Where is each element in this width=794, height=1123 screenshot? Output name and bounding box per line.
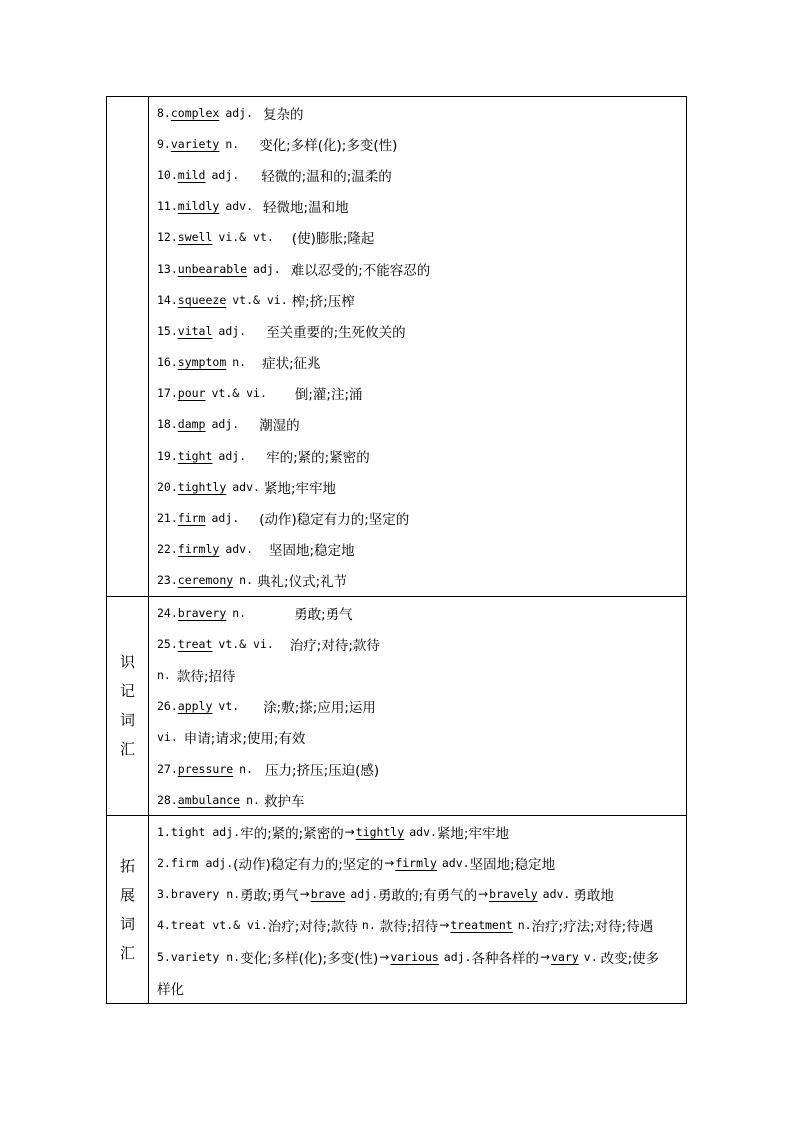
entry-word: variety [170, 136, 220, 151]
entry-word: pressure [177, 761, 234, 776]
entry-number: 19. [157, 448, 178, 463]
entry-part-of-speech: n. [246, 792, 260, 807]
word-entry [157, 597, 686, 628]
entry-meaning: 难以忍受的;不能容忍的 [290, 262, 431, 279]
entry-part-of-speech: adj. [218, 448, 247, 463]
entry-part-of-speech: adv. [225, 542, 254, 557]
derivation-line [157, 816, 686, 847]
entry-word: swell [177, 230, 213, 245]
derivation-line [157, 879, 686, 910]
section-core-words [107, 97, 686, 596]
entry-meaning: (使)膨胀;隆起 [291, 231, 375, 248]
arrow-icon: → [439, 918, 450, 933]
derived-pos: adv. [441, 856, 470, 871]
entry-meaning: 潮湿的 [259, 418, 300, 435]
entry-number: 10. [157, 167, 178, 182]
entry-part-of-speech: adj. [211, 511, 240, 526]
word-entry [157, 534, 686, 565]
entry-number: 26. [157, 699, 178, 714]
entry-part-of-speech: vt.& vi. [232, 292, 288, 307]
entry-number: 22. [157, 542, 178, 557]
entry-meaning: 复杂的 [263, 106, 304, 123]
section-label-text: 拓展词汇 [119, 856, 135, 962]
entry-meaning: (动作)稳定有力的;坚定的 [259, 512, 410, 529]
section-label [107, 597, 149, 815]
entry-word: vital [177, 323, 213, 338]
derived-word: firmly [395, 856, 437, 871]
word-entry [157, 691, 686, 722]
derivation-source-meaning: 变化;多样(化);多变(性) [240, 950, 379, 967]
entry-part-of-speech: n. [232, 605, 247, 620]
entry-word: ceremony [177, 573, 234, 588]
arrow-icon: → [384, 856, 395, 871]
entry-word: apply [177, 699, 213, 714]
entry-meaning: 变化;多样(化);多变(性) [259, 137, 398, 154]
derived-meaning: 各种各样的 [471, 950, 539, 967]
entry-meaning: 至关重要的;生死攸关的 [266, 324, 406, 341]
word-entry [157, 159, 686, 190]
entry-part-of-speech: vt. [218, 699, 240, 714]
entry-part-of-speech: vt.& vi. [211, 386, 267, 401]
entry-word: damp [177, 417, 206, 432]
arrow-icon: → [379, 949, 390, 964]
section-label [107, 816, 149, 1003]
word-entry [157, 409, 686, 440]
derived-pos: adj. [443, 949, 472, 964]
entry-meaning: 救护车 [263, 793, 305, 810]
word-entry [157, 753, 686, 784]
derivation-line [157, 972, 686, 1003]
entry-word: bravery [177, 605, 227, 620]
entry-number: 20. [157, 479, 178, 494]
derived-pos: n. [517, 918, 532, 933]
derivation-line [157, 848, 686, 879]
word-entry [157, 97, 686, 128]
word-entry [157, 347, 686, 378]
entry-number: 16. [157, 355, 178, 370]
derived-pos: adv. [409, 824, 437, 839]
section-memorize-words [107, 596, 686, 815]
entry-part-of-speech: adj. [218, 323, 247, 338]
vocabulary-table [106, 96, 687, 1004]
derived-meaning: 改变;使多 [600, 950, 660, 967]
derivation-source-meaning: 款待;招待 [379, 919, 439, 936]
entry-word: complex [170, 105, 220, 120]
entry-part-of-speech: n. [239, 761, 254, 776]
entry-part-of-speech: n. [239, 573, 254, 588]
entry-number: 9. [157, 136, 171, 151]
section-label-text: 识记词汇 [119, 653, 135, 759]
derivation-source: 3.bravery n. [157, 887, 241, 902]
word-entry [157, 502, 686, 533]
entry-word: mildly [177, 199, 220, 214]
derived-pos: adv. [542, 887, 571, 902]
derived-word: vary [551, 949, 579, 964]
entry-part-of-speech: n. [225, 136, 240, 151]
entry-number: 17. [157, 386, 178, 401]
entry-meaning: 款待;招待 [176, 668, 236, 685]
entry-number: 18. [157, 417, 178, 432]
entry-meaning: 涂;敷;搽;应用;运用 [263, 700, 376, 717]
entry-word: squeeze [177, 292, 227, 307]
entry-meaning: 轻微地;温和地 [263, 200, 349, 217]
section-extended-content [149, 816, 686, 1003]
derivation-source: 5.variety n. [157, 949, 241, 964]
entry-word: treat [177, 636, 213, 651]
derivation-source: 4.treat vt.& vi. [157, 918, 268, 933]
derived-meaning: 勇敢地 [573, 888, 614, 905]
entry-part-of-speech: adj. [225, 105, 254, 120]
entry-word: firm [177, 511, 206, 526]
derived-pos: v. [583, 949, 598, 964]
word-entry [157, 222, 686, 253]
entry-meaning: 轻微的;温和的;温柔的 [261, 168, 392, 185]
entry-number: 12. [157, 230, 178, 245]
word-entry [157, 315, 686, 346]
entry-meaning: 紧地;牢牢地 [263, 480, 337, 497]
section-core-content [149, 97, 686, 596]
entry-meaning: 治疗;对待;款待 [289, 637, 380, 654]
arrow-icon: → [540, 949, 551, 964]
entry-word: pour [177, 386, 206, 401]
word-entry [157, 784, 686, 815]
word-entry [157, 628, 686, 659]
word-entry [157, 471, 686, 502]
derived-word: brave [310, 887, 346, 902]
entry-meaning: 牢的;紧的;紧密的 [266, 449, 370, 466]
derivation-continuation: 样化 [157, 981, 184, 998]
entry-meaning: 典礼;仪式;礼节 [257, 574, 348, 591]
derivation-source-meaning: 治疗;对待;款待 [267, 919, 358, 936]
derivation-pos: n. [361, 918, 376, 933]
derivation-line [157, 941, 686, 972]
entry-meaning: 压力;挤压;压迫(感) [265, 762, 380, 779]
entry-part-of-speech: adj. [211, 167, 240, 182]
entry-word: tightly [177, 479, 227, 494]
entry-part-of-speech: adv. [225, 199, 254, 214]
entry-part-of-speech: vt.& vi. [218, 636, 274, 651]
derivation-source-meaning: 牢的;紧的;紧密的 [240, 825, 344, 842]
derived-word: various [390, 949, 439, 964]
derivation-source-meaning: (动作)稳定有力的;坚定的 [233, 857, 384, 874]
entry-word: mild [177, 167, 206, 182]
word-entry [157, 565, 686, 596]
word-entry [157, 378, 686, 409]
entry-number: 13. [157, 261, 178, 276]
derived-meaning: 勇敢的;有勇气的 [378, 888, 478, 905]
derivation-source: 1.tight adj. [157, 824, 241, 839]
entry-number: 27. [157, 761, 178, 776]
word-entry [157, 440, 686, 471]
derivation-line [157, 910, 686, 941]
entry-number: 24. [157, 605, 178, 620]
entry-meaning: 榨;挤;压榨 [291, 293, 355, 310]
word-entry [157, 722, 686, 753]
entry-meaning: 症状;征兆 [262, 356, 321, 373]
entry-part-of-speech: vi.& vt. [218, 230, 274, 245]
derivation-source-meaning: 勇敢;勇气 [240, 888, 299, 905]
word-entry [157, 253, 686, 284]
entry-part-of-speech: n. [157, 667, 171, 682]
derived-meaning: 坚固地;稳定地 [469, 857, 556, 874]
entry-number: 25. [157, 636, 178, 651]
entry-word: firmly [177, 542, 220, 557]
entry-number: 28. [157, 792, 178, 807]
entry-number: 15. [157, 323, 178, 338]
section-extended-words [107, 815, 686, 1003]
entry-number: 14. [157, 292, 178, 307]
section-label-empty [107, 97, 149, 596]
entry-word: ambulance [177, 792, 241, 807]
entry-meaning: 倒;灌;注;涌 [294, 387, 363, 404]
arrow-icon: → [344, 824, 355, 839]
section-memorize-content [149, 597, 686, 815]
entry-meaning: 申请;请求;使用;有效 [183, 731, 306, 748]
entry-part-of-speech: n. [232, 355, 247, 370]
entry-part-of-speech: vi. [157, 730, 178, 745]
entry-meaning: 坚固地;稳定地 [269, 543, 355, 560]
entry-number: 21. [157, 511, 178, 526]
word-entry [157, 659, 686, 690]
entry-part-of-speech: adv. [232, 479, 260, 494]
derived-meaning: 紧地;牢牢地 [436, 825, 509, 842]
arrow-icon: → [478, 887, 489, 902]
entry-word: unbearable [177, 261, 248, 276]
derived-pos: adj. [350, 887, 379, 902]
entry-number: 8. [157, 105, 171, 120]
derived-word: tightly [355, 824, 405, 839]
arrow-icon: → [299, 887, 310, 902]
word-entry [157, 191, 686, 222]
entry-word: tight [177, 448, 213, 463]
entry-part-of-speech: adj. [211, 417, 240, 432]
derived-word: bravely [489, 887, 538, 902]
entry-number: 11. [157, 199, 178, 214]
derived-meaning: 治疗;疗法;对待;待遇 [531, 919, 654, 936]
word-entry [157, 284, 686, 315]
entry-meaning: 勇敢;勇气 [294, 606, 353, 623]
entry-part-of-speech: adj. [253, 261, 281, 276]
entry-number: 23. [157, 573, 178, 588]
entry-word: symptom [177, 355, 227, 370]
word-entry [157, 128, 686, 159]
derived-word: treatment [450, 918, 513, 933]
derivation-source: 2.firm adj. [157, 856, 234, 871]
